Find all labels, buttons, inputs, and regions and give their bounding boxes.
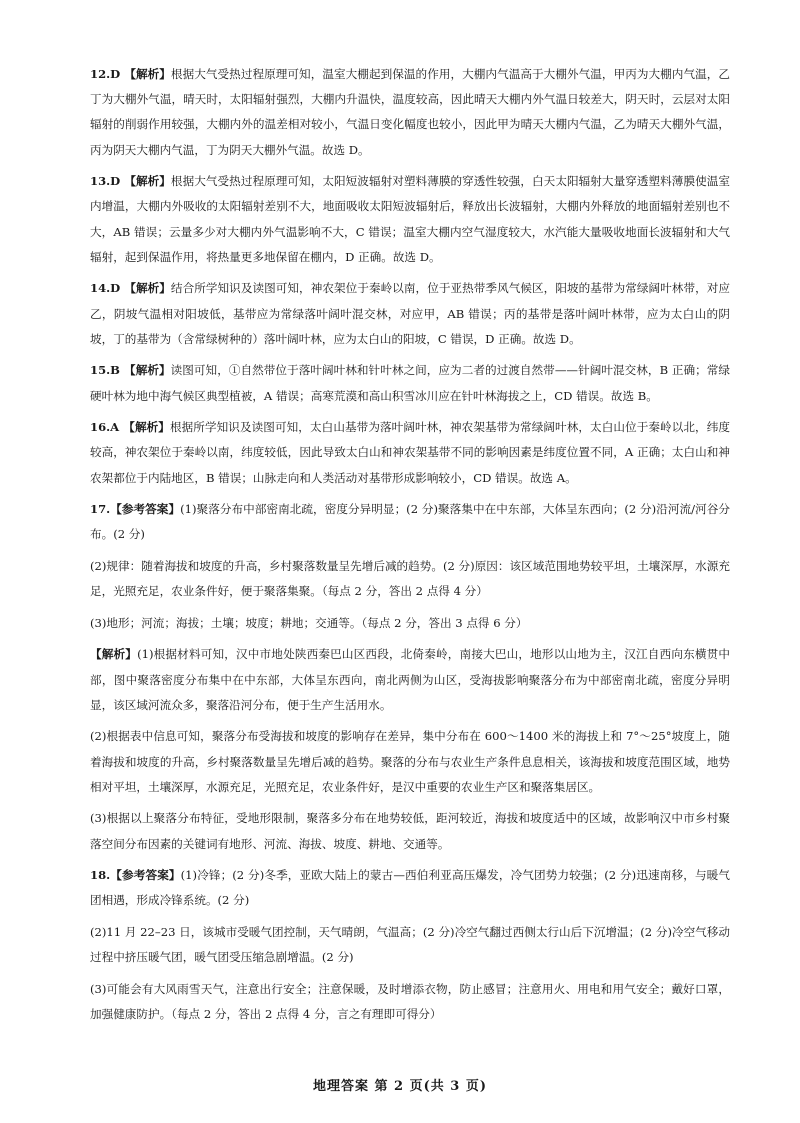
item-label: 12.D 【解析】 — [90, 67, 171, 81]
answer-13 — [90, 169, 730, 270]
analysis-17-part-2 — [90, 724, 730, 800]
answer-17-part-2 — [90, 554, 730, 604]
item-text: (2)根据表中信息可知，聚落分布受海拔和坡度的影响存在差异，集中分布在 600～1400 米的海拔上和 7°～25°坡度上，随着海拔和坡度的升高，乡村聚落数量呈先增后减的趋势。聚落的分布与农业生产条件息息相关，该海拔和坡度范围区域，地势相对平坦，土壤深厚，水源充足，光照充足，农业条件好，是汉中重要的农业生产区和聚落集居区。 — [90, 729, 730, 794]
answer-15 — [90, 358, 730, 408]
item-label: 【解析】 — [90, 647, 138, 662]
item-text: 根据大气受热过程原理可知，太阳短波辐射对塑料薄膜的穿透性较强，白天太阳辐射大量穿透塑料薄膜使温室内增温，大棚内外吸收的太阳辐射差别不大，地面吸收太阳短波辐射后，释放出长波辐射，大棚内外释放的地面辐射差别也不大，AB 错误；云量多少对大棚内外气温影响不大，C 错误；温室大棚内空气湿度较大，水汽能大量吸收地面长波辐射和大气辐射，起到保温作用，将热量更多地保留在棚内，D 正确。故选 D。 — [90, 174, 730, 264]
page-footer: 地理答案 第 2 页(共 3 页) — [312, 1079, 488, 1094]
item-label: 14.D 【解析】 — [90, 281, 171, 296]
item-label: 13.D 【解析】 — [90, 174, 171, 189]
analysis-17-part-1 — [90, 642, 730, 718]
item-text: (3)根据以上聚落分布特征，受地形限制，聚落多分布在地势较低，距河较近，海拔和坡度适中的区域，故影响汉中市乡村聚落空间分布因素的关键词有地形、河流、海拔、坡度、耕地、交通等。 — [90, 811, 730, 851]
analysis-17-part-3 — [90, 806, 730, 856]
item-label: 15.B 【解析】 — [90, 363, 171, 378]
item-text: 根据大气受热过程原理可知，温室大棚起到保温的作用，大棚内气温高于大棚外气温，甲丙为大棚内气温，乙丁为大棚外气温，晴天时，太阳辐射强烈，大棚内升温快，温度较高，因此晴天大棚内外气温日较差大，阴天时，云层对太阳辐射的削弱作用较强，大棚内外的温差相对较小，气温日变化幅度也较小，因此甲为晴天大棚内气温，乙为晴天大棚外气温，丙为阴天大棚内气温，丁为阴天大棚外气温。故选 D。 — [90, 67, 730, 157]
answer-17-part-3 — [90, 611, 730, 636]
item-text: (1)根据材料可知，汉中市地处陕西秦巴山区西段，北倚秦岭，南接大巴山，地形以山地为主，汉江自西向东横贯中部，图中聚落密度分布集中在中东部，大体呈东西向，南北两侧为山区，受海拔影响聚落分布为中部密南北疏，密度分异明显，该区域河流众多，聚落沿河分布，便于生产生活用水。 — [90, 647, 730, 712]
item-text: (2)11 月 22–23 日，该城市受暖气团控制，天气晴朗，气温高；(2 分)冷空气翻过西侧太行山后下沉增温；(2 分)冷空气移动过程中挤压暖气团，暖气团受压缩急剧增温。(2 分) — [90, 924, 730, 965]
item-text: (1)聚落分布中部密南北疏，密度分异明显；(2 分)聚落集中在中东部，大体呈东西向；(2 分)沿河流/河谷分布。(2 分) — [90, 502, 730, 542]
item-text: (3)可能会有大风雨雪天气，注意出行安全；注意保暖，及时增添衣物，防止感冒；注意用火、用电和用气安全；戴好口罩，加强健康防护。（每点 2 分，答出 2 点得 4 分，言之有理即可得分） — [90, 981, 730, 1021]
item-text: (1)冷锋；(2 分)冬季，亚欧大陆上的蒙古—西伯利亚高压爆发，冷气团势力较强；(2 分)迅速南移，与暖气团相遇，形成冷锋系统。(2 分) — [90, 868, 730, 908]
answer-18-part-3 — [90, 977, 730, 1027]
answer-16 — [90, 415, 730, 491]
answer-17-part-1 — [90, 497, 730, 547]
answer-18-part-2 — [90, 920, 730, 970]
answer-14 — [90, 276, 730, 352]
item-text: (2)规律：随着海拔和坡度的升高，乡村聚落数量呈先增后减的趋势。(2 分)原因：该区域范围地势较平坦，土壤深厚，水源充足，光照充足，农业条件好，便于聚落集聚。（每点 2 分，答出 2 点得 4 分） — [90, 559, 730, 599]
item-label: 18.【参考答案】 — [90, 868, 181, 883]
item-text: (3)地形；河流；海拔；土壤；坡度；耕地；交通等。（每点 2 分，答出 3 点得 6 分） — [90, 615, 528, 630]
answer-12 — [90, 62, 730, 163]
answer-content — [90, 62, 730, 1034]
item-text: 根据所学知识及读图可知，太白山基带为落叶阔叶林，神农架基带为常绿阔叶林，太白山位于秦岭以北，纬度较高，神农架位于秦岭以南，纬度较低，因此导致太白山和神农架基带不同的影响因素是纬度位置不同，A 正确；太白山和神农架都位于内陆地区，B 错误；山脉走向和人类活动对基带形成影响较小，CD 错误。故选 A。 — [90, 420, 730, 485]
answer-18-part-1 — [90, 863, 730, 913]
item-text: 结合所学知识及读图可知，神农架位于秦岭以南，位于亚热带季风气候区，阳坡的基带为常绿阔叶林带，对应乙，阴坡气温相对阳坡低，基带应为常绿落叶阔叶混交林，对应甲，AB 错误；丙的基带是落叶阔叶林带，应为太白山的阴坡，丁的基带为（含常绿树种的）落叶阔叶林，应为太白山的阳坡，C 错误，D 正确。故选 D。 — [90, 281, 730, 346]
item-label: 17.【参考答案】 — [90, 502, 181, 517]
item-label: 16.A 【解析】 — [90, 420, 170, 435]
item-text: 读图可知，①自然带位于落叶阔叶林和针叶林之间，应为二者的过渡自然带——针阔叶混交林，B 正确；常绿硬叶林为地中海气候区典型植被，A 错误；高寒荒漠和高山积雪冰川应在针叶林海拔之上，CD 错误。故选 B。 — [90, 363, 730, 403]
